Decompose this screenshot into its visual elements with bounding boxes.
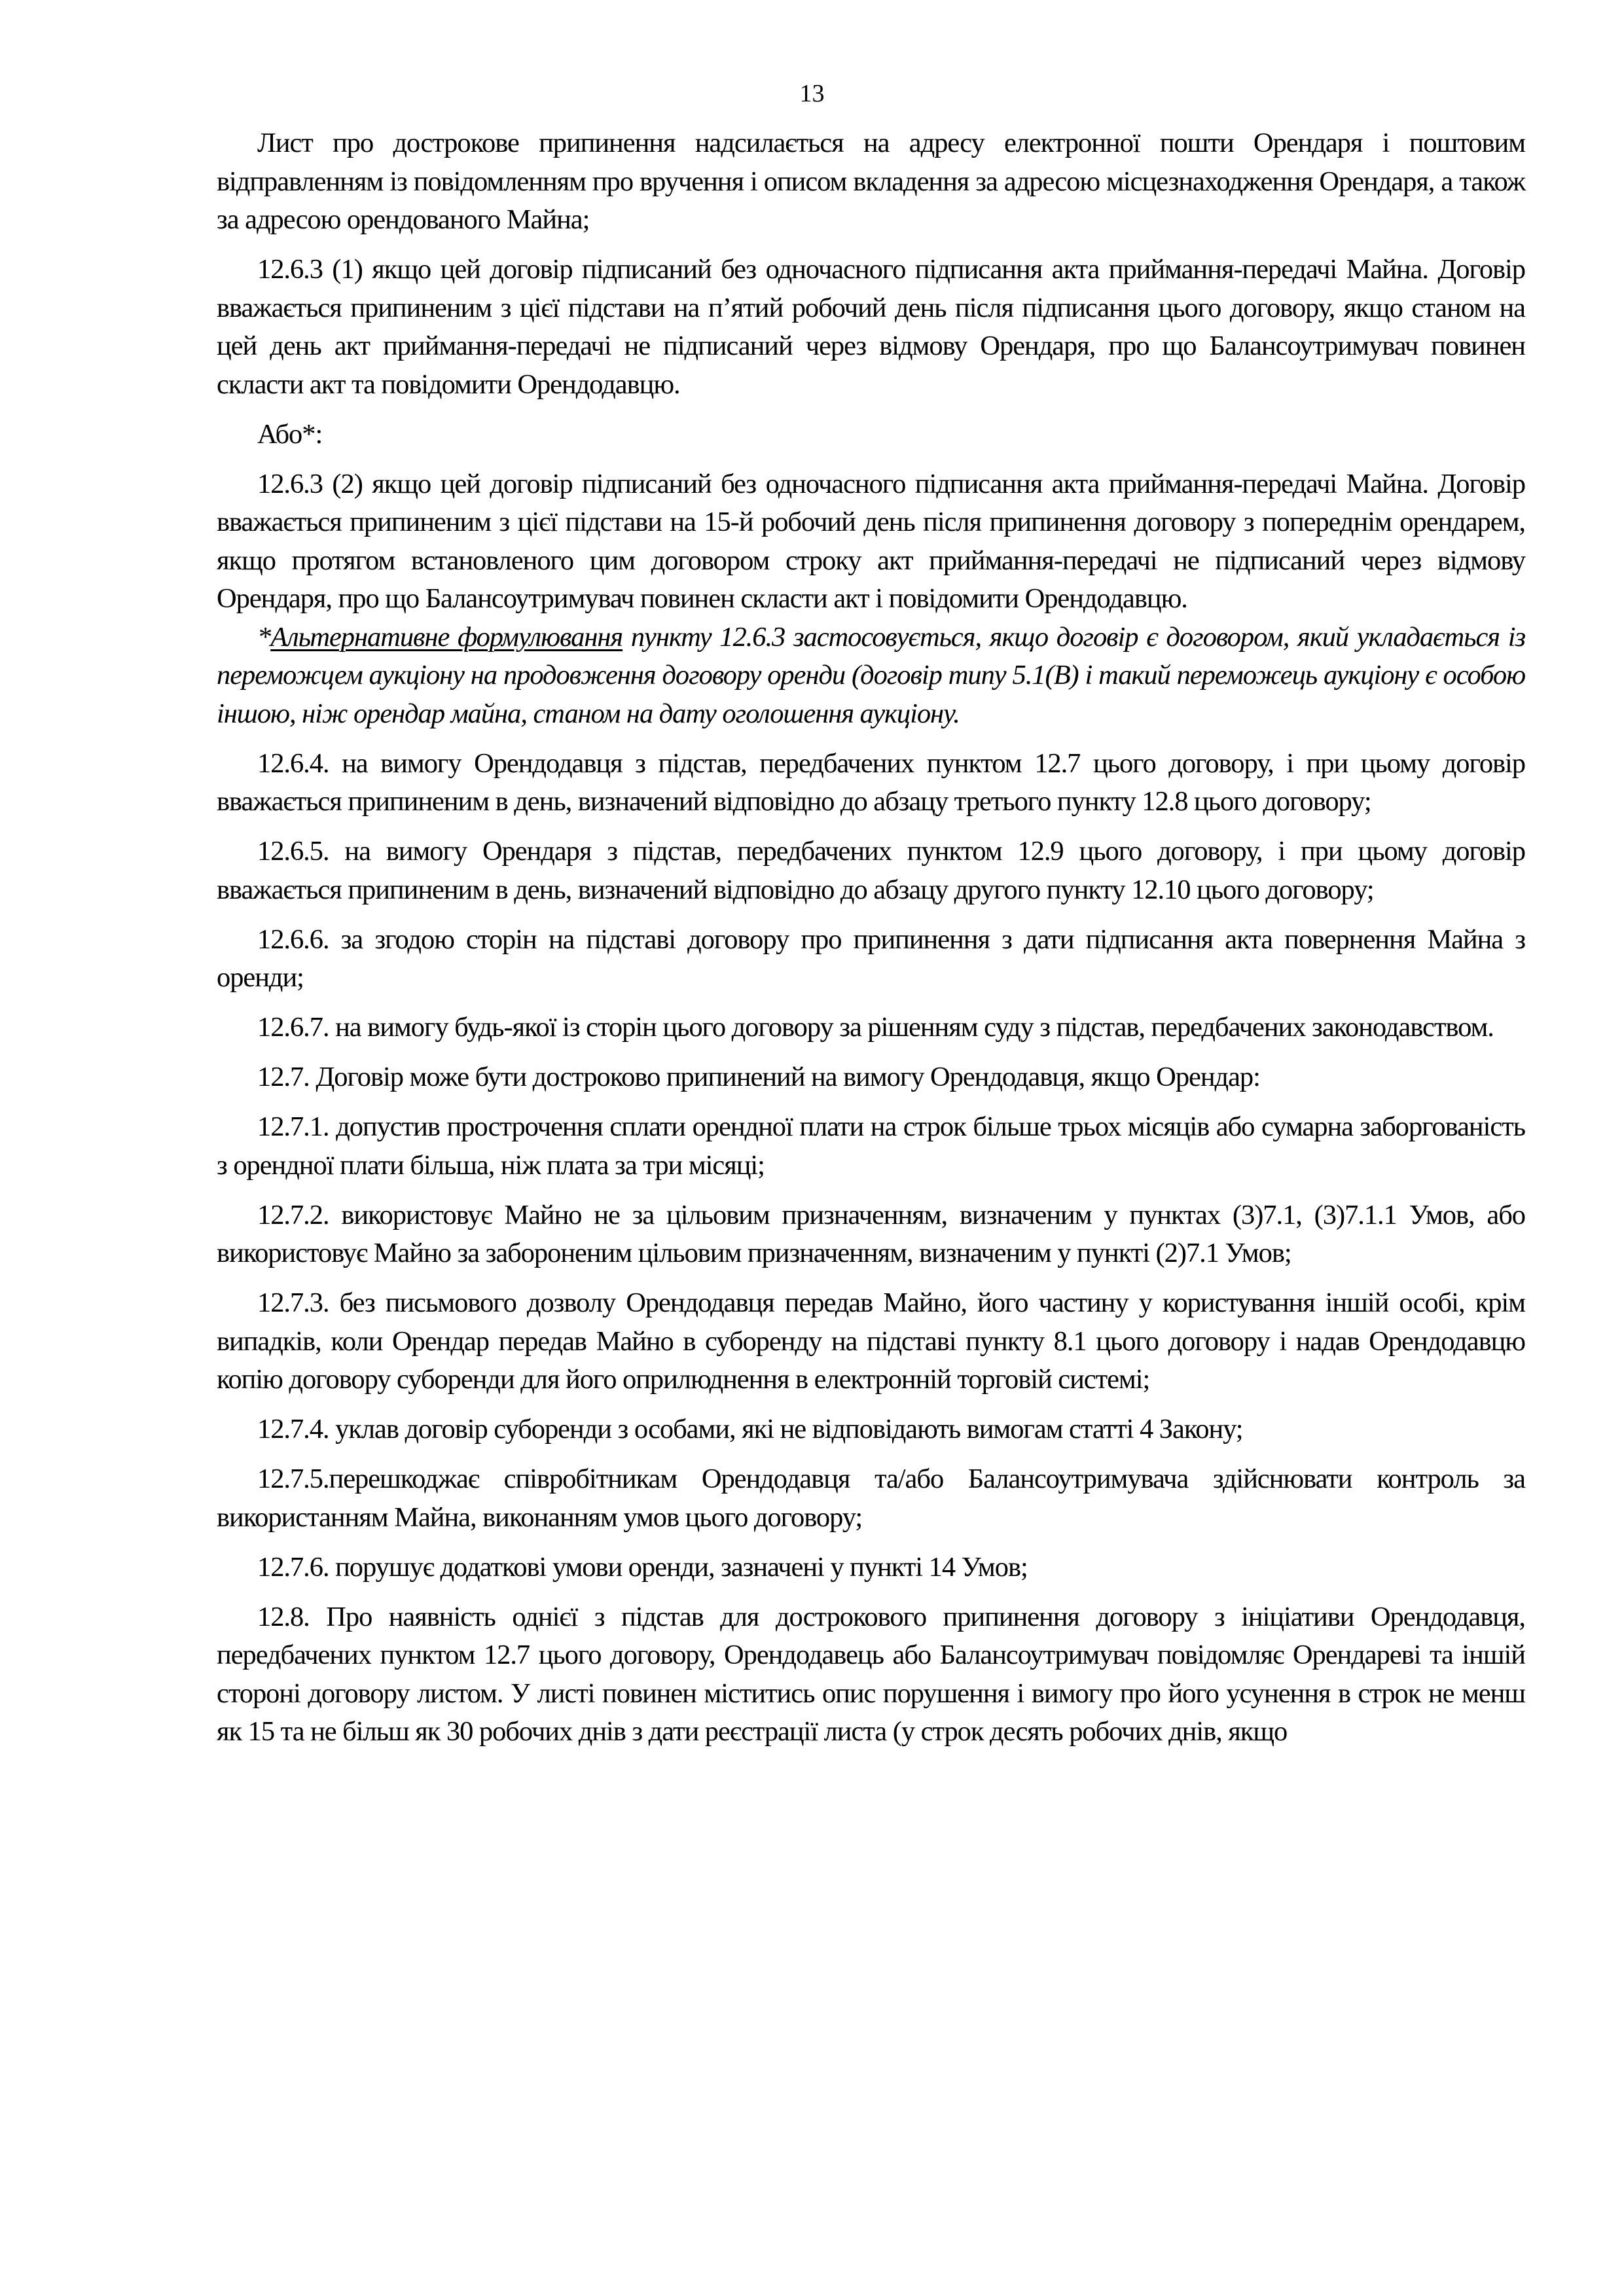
paragraph-12-8: 12.8. Про наявність однієї з підстав для дострокового припинення договору з ініціативи Орендодавця, передбачених пунктом 12.7 цього договору, Орендодавець або Балансоутримувач повідомляє Орендареві та іншій стороні договору листом. У листі повинен міститись опис порушення і вимогу про його усунення в строк не менш як 15 та не більш як 30 робочих днів з дати реєстрації листа (у строк десять робочих днів, якщо: [217, 1601, 1525, 1747]
paragraph-letter-delivery: Лист про дострокове припинення надсилається на адресу електронної пошти Орендаря і поштовим відправленням із повідомленням про вручення і описом вкладення за адресою місцезнаходження Орендаря, а також за адресою орендованого Майна;: [217, 128, 1525, 235]
page-number: 13: [799, 80, 825, 107]
note-underlined-term: Альтернативне формулювання: [270, 621, 623, 653]
paragraph-12-6-6: 12.6.6. за згодою сторін на підставі договору про припинення з дати підписання акта повернення Майна з оренди;: [217, 924, 1525, 993]
document-body: [217, 124, 1525, 1763]
paragraph-12-7-2: 12.7.2. використовує Майно не за цільовим призначенням, визначеним у пунктах (3)7.1, (3)7.1.1 Умов, або використовує Майно за забороненим цільовим призначенням, визначеним у пункті (2)7.1 Умов;: [217, 1199, 1525, 1268]
paragraph-12-6-3-2: 12.6.3 (2) якщо цей договір підписаний без одночасного підписання акта приймання-передачі Майна. Договір вважається припиненим з цієї підстави на 15-й робочий день після припинення договору з попереднім орендарем, якщо протягом встановленого цим договором строку акт приймання-передачі не підписаний через відмову Орендаря, про що Балансоутримувач повинен скласти акт і повідомити Орендодавцю.: [217, 468, 1525, 614]
paragraph-12-6-7: 12.6.7. на вимогу будь-якої із сторін цього договору за рішенням суду з підстав, передбачених законодавством.: [257, 1012, 1494, 1043]
note-asterisk: *: [257, 621, 271, 653]
paragraph-12-6-4: 12.6.4. на вимогу Орендодавця з підстав, передбачених пунктом 12.7 цього договору, і при цьому договір вважається припиненим в день, визначений відповідно до абзацу третього пункту 12.8 цього договору;: [217, 747, 1525, 817]
paragraph-12-6-3-1: 12.6.3 (1) якщо цей договір підписаний без одночасного підписання акта приймання-передачі Майна. Договір вважається припиненим з цієї підстави на п’ятий робочий день після підписання цього договору, якщо станом на цей день акт приймання-передачі не підписаний через відмову Орендаря, про що Балансоутримувач повинен скласти акт та повідомити Орендодавцю.: [217, 254, 1525, 400]
paragraph-or: Або*:: [257, 418, 323, 450]
paragraph-12-6-5: 12.6.5. на вимогу Орендаря з підстав, передбачених пунктом 12.9 цього договору, і при цьому договір вважається припиненим в день, визначений відповідно до абзацу другого пункту 12.10 цього договору;: [217, 836, 1525, 905]
paragraph-12-7-6: 12.7.6. порушує додаткові умови оренди, зазначені у пункті 14 Умов;: [257, 1551, 1028, 1583]
paragraph-12-7: 12.7. Договір може бути достроково припинений на вимогу Орендодавця, якщо Орендар:: [257, 1062, 1260, 1092]
paragraph-12-7-1: 12.7.1. допустив прострочення сплати орендної плати на строк більше трьох місяців або сумарна заборгованість з орендної плати більша, ніж плата за три місяці;: [217, 1111, 1525, 1181]
paragraph-12-7-5: 12.7.5.перешкоджає співробітникам Орендодавця та/або Балансоутримувача здійснювати контроль за використанням Майна, виконанням умов цього договору;: [217, 1463, 1525, 1533]
paragraph-12-7-4: 12.7.4. уклав договір суборенди з особами, які не відповідають вимогам статті 4 Закону;: [257, 1414, 1243, 1444]
paragraph-12-7-3: 12.7.3. без письмового дозволу Орендодавця передав Майно, його частину у користування іншій особі, крім випадків, коли Орендар передав Майно в суборенду на підставі пункту 8.1 цього договору і надав Орендодавцю копію договору суборенди для його оприлюднення в електронній торговій системі;: [217, 1287, 1525, 1395]
alternative-wording-note: [217, 619, 1525, 734]
note-text: пункту 12.6.3 застосовується, якщо договір є договором, який укладається із переможцем аукціону на продовження договору оренди (договір типу 5.1(В) і такий переможець аукціону є особою іншою, ніж орендар майна, станом на дату оголошення аукціону.: [217, 621, 1525, 729]
